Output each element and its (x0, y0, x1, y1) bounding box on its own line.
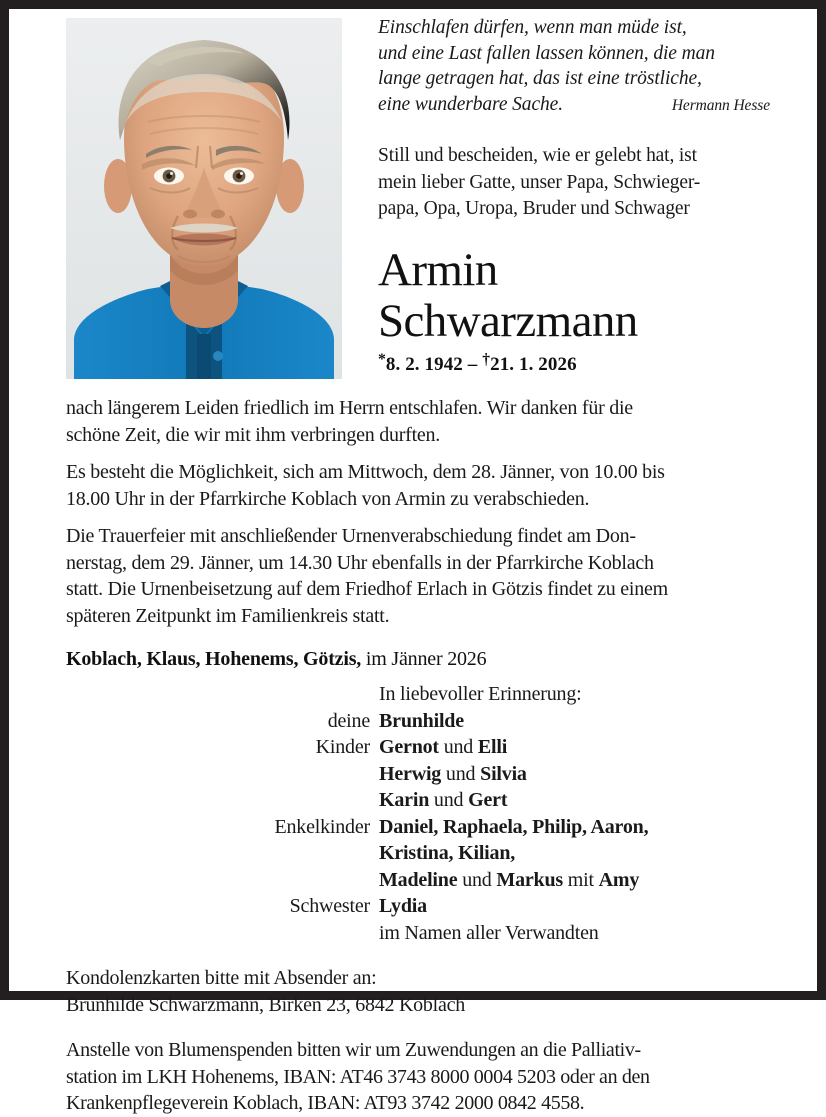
birth-date: 8. 2. 1942 (385, 353, 463, 375)
family-label: Kinder (315, 736, 370, 758)
date-separator: – (467, 353, 478, 375)
quote-line: lange getragen hat, das ist eine tröstliche, (378, 68, 702, 89)
portrait-photo (66, 18, 342, 379)
family-row-heading (66, 681, 766, 708)
donation-line: Anstelle von Blumenspenden bitten wir um Zuwendungen an die Palliativ- (66, 1039, 641, 1061)
intro-line: mein lieber Gatte, unser Papa, Schwieger- (378, 171, 701, 193)
paragraph-line: nach längerem Leiden friedlich im Herrn entschlafen. Wir danken für die (66, 397, 633, 419)
death-cross-icon: † (482, 350, 491, 368)
family-names: im Namen aller Verwandten (379, 921, 599, 944)
family-list (66, 681, 766, 946)
places-date: im Jänner 2026 (361, 648, 487, 670)
family-names: Brunhilde (379, 709, 464, 732)
family-label: Enkelkinder (274, 815, 370, 838)
places-and-date (66, 646, 766, 673)
family-row (66, 867, 766, 894)
family-names: Herwig und Silvia (379, 762, 527, 785)
deceased-name (378, 245, 778, 376)
paragraph-line: späteren Zeitpunkt im Familienkreis statt. (66, 604, 390, 627)
family-names: Karin und Gert (379, 789, 508, 811)
paragraph-line: statt. Die Urnenbeisetzung auf dem Friedhof Erlach in Götzis findet zu einem (66, 578, 668, 600)
places-towns: Koblach, Klaus, Hohenems, Götzis, (66, 648, 362, 670)
donation-line: station im LKH Hohenems, IBAN: AT46 3743 8000 0004 5203 oder an den (66, 1065, 650, 1088)
paragraph-line: nerstag, dem 29. Jänner, um 14.30 Uhr ebenfalls in der Pfarrkirche Koblach (66, 551, 654, 574)
family-names: Kristina, Kilian, (379, 842, 516, 864)
donation-line: Krankenpflegeverein Koblach, IBAN: AT93 3742 2000 0842 4558. (66, 1092, 585, 1114)
intro-text (378, 143, 778, 223)
family-names: Madeline und Markus mit Amy (379, 868, 640, 891)
paragraph-line: schöne Zeit, die wir mit ihm verbringen durften. (66, 423, 441, 446)
donation-block (66, 1037, 766, 1117)
header-section (9, 9, 817, 391)
paragraph-line: Die Trauerfeier mit anschließender Urnenverabschiedung findet am Don- (66, 525, 636, 547)
condolences-line: Kondolenzkarten bitte mit Absender an: (66, 967, 377, 989)
birth-star-icon: * (378, 350, 386, 368)
paragraph-viewing (66, 459, 766, 512)
memorial-quote (378, 15, 778, 118)
family-names: Gernot und Elli (379, 736, 508, 758)
family-label: Schwester (289, 895, 370, 917)
quote-author: Hermann Hesse (671, 96, 770, 114)
paragraph-passing (66, 395, 766, 448)
quote-line: eine wunderbare Sache. (378, 93, 563, 115)
paragraph-line: Es besteht die Möglichkeit, sich am Mittwoch, dem 28. Jänner, von 10.00 bis (66, 461, 665, 483)
condolences-block (66, 965, 766, 1018)
paragraph-ceremony (66, 523, 766, 629)
first-name: Armin (378, 243, 498, 296)
death-date: 21. 1. 2026 (490, 353, 577, 375)
header-text-column (378, 15, 778, 376)
family-row (66, 787, 766, 814)
family-row (66, 840, 766, 867)
family-names: Lydia (379, 895, 427, 917)
quote-line: und eine Last fallen lassen können, die man (378, 42, 715, 64)
family-row (66, 893, 766, 920)
family-heading-value: In liebevoller Erinnerung: (379, 683, 582, 705)
family-names: Daniel, Raphaela, Philip, Aaron, (379, 815, 649, 838)
notice-page (9, 9, 817, 1114)
family-row (66, 734, 766, 761)
paragraph-line: 18.00 Uhr in der Pfarrkirche Koblach von Armin zu verabschieden. (66, 487, 590, 510)
body-section (66, 395, 766, 1117)
intro-line: papa, Opa, Uropa, Bruder und Schwager (378, 198, 690, 219)
family-label: deine (327, 709, 370, 732)
intro-line: Still und bescheiden, wie er gelebt hat, ist (378, 145, 697, 166)
condolences-line: Brunhilde Schwarzmann, Birken 23, 6842 Koblach (66, 993, 465, 1016)
family-row (66, 708, 766, 735)
last-name: Schwarzmann (378, 294, 638, 347)
family-row (66, 761, 766, 788)
quote-line: Einschlafen dürfen, wenn man müde ist, (378, 17, 687, 38)
life-dates (378, 350, 778, 376)
family-row (66, 814, 766, 841)
family-row (66, 920, 766, 947)
